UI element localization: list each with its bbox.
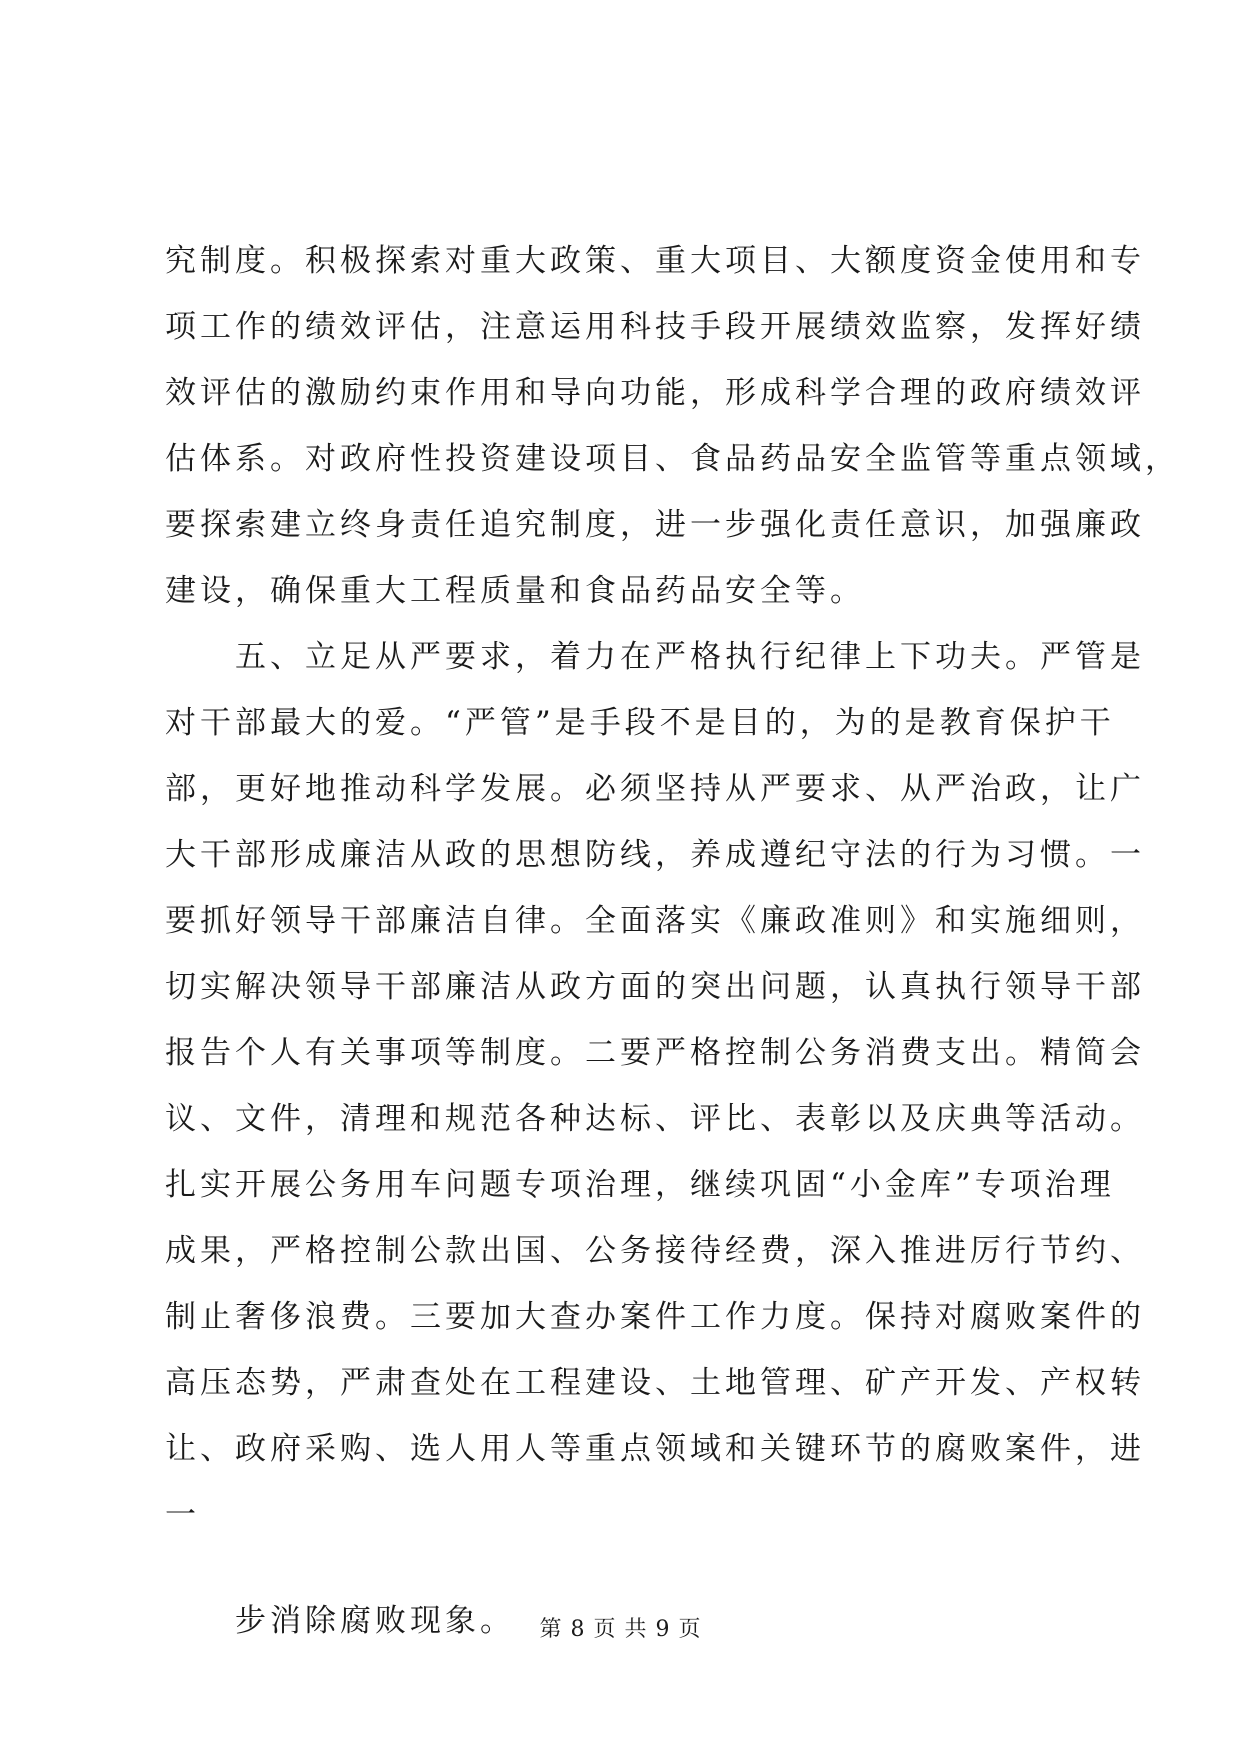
text-line: 对干部最大的爱。“严管”是手段不是目的，为的是教育保护干 bbox=[165, 705, 1115, 741]
text-line: 一 bbox=[165, 1497, 200, 1533]
text-line: 制止奢侈浪费。三要加大查办案件工作力度。保持对腐败案件的 bbox=[165, 1299, 1145, 1335]
text-line: 让、政府采购、选人用人等重点领域和关键环节的腐败案件，进 bbox=[165, 1431, 1145, 1467]
text-line: 切实解决领导干部廉洁从政方面的突出问题，认真执行领导干部 bbox=[165, 969, 1145, 1005]
text-line: 五、立足从严要求，着力在严格执行纪律上下功夫。严管是 bbox=[165, 639, 1145, 675]
paragraph-gap bbox=[165, 1548, 1085, 1588]
text-line: 报告个人有关事项等制度。二要严格控制公务消费支出。精简会 bbox=[165, 1035, 1145, 1071]
text-line: 要抓好领导干部廉洁自律。全面落实《廉政准则》和实施细则， bbox=[165, 903, 1145, 939]
body-text bbox=[165, 228, 1180, 1654]
text-line: 大干部形成廉洁从政的思想防线，养成遵纪守法的行为习惯。一 bbox=[165, 837, 1145, 873]
text-line: 部，更好地推动科学发展。必须坚持从严要求、从严治政，让广 bbox=[165, 771, 1145, 807]
text-line: 估体系。对政府性投资建设项目、食品药品安全监管等重点领域， bbox=[165, 441, 1180, 477]
text-line: 要探索建立终身责任追究制度，进一步强化责任意识，加强廉政 bbox=[165, 507, 1145, 543]
page-footer: 第 8 页 共 9 页 bbox=[539, 1617, 702, 1642]
text-line: 建设，确保重大工程质量和食品药品安全等。 bbox=[165, 573, 865, 609]
text-line: 项工作的绩效评估，注意运用科技手段开展绩效监察，发挥好绩 bbox=[165, 309, 1145, 345]
text-line: 究制度。积极探索对重大政策、重大项目、大额度资金使用和专 bbox=[165, 243, 1145, 279]
text-line: 高压态势，严肃查处在工程建设、土地管理、矿产开发、产权转 bbox=[165, 1365, 1145, 1401]
text-line: 议、文件，清理和规范各种达标、评比、表彰以及庆典等活动。 bbox=[165, 1101, 1145, 1137]
text-line: 扎实开展公务用车问题专项治理，继续巩固“小金库”专项治理 bbox=[165, 1167, 1115, 1203]
text-line: 步消除腐败现象。 bbox=[165, 1603, 515, 1639]
text-line: 效评估的激励约束作用和导向功能，形成科学合理的政府绩效评 bbox=[165, 375, 1145, 411]
text-line: 成果，严格控制公款出国、公务接待经费，深入推进厉行节约、 bbox=[165, 1233, 1145, 1269]
